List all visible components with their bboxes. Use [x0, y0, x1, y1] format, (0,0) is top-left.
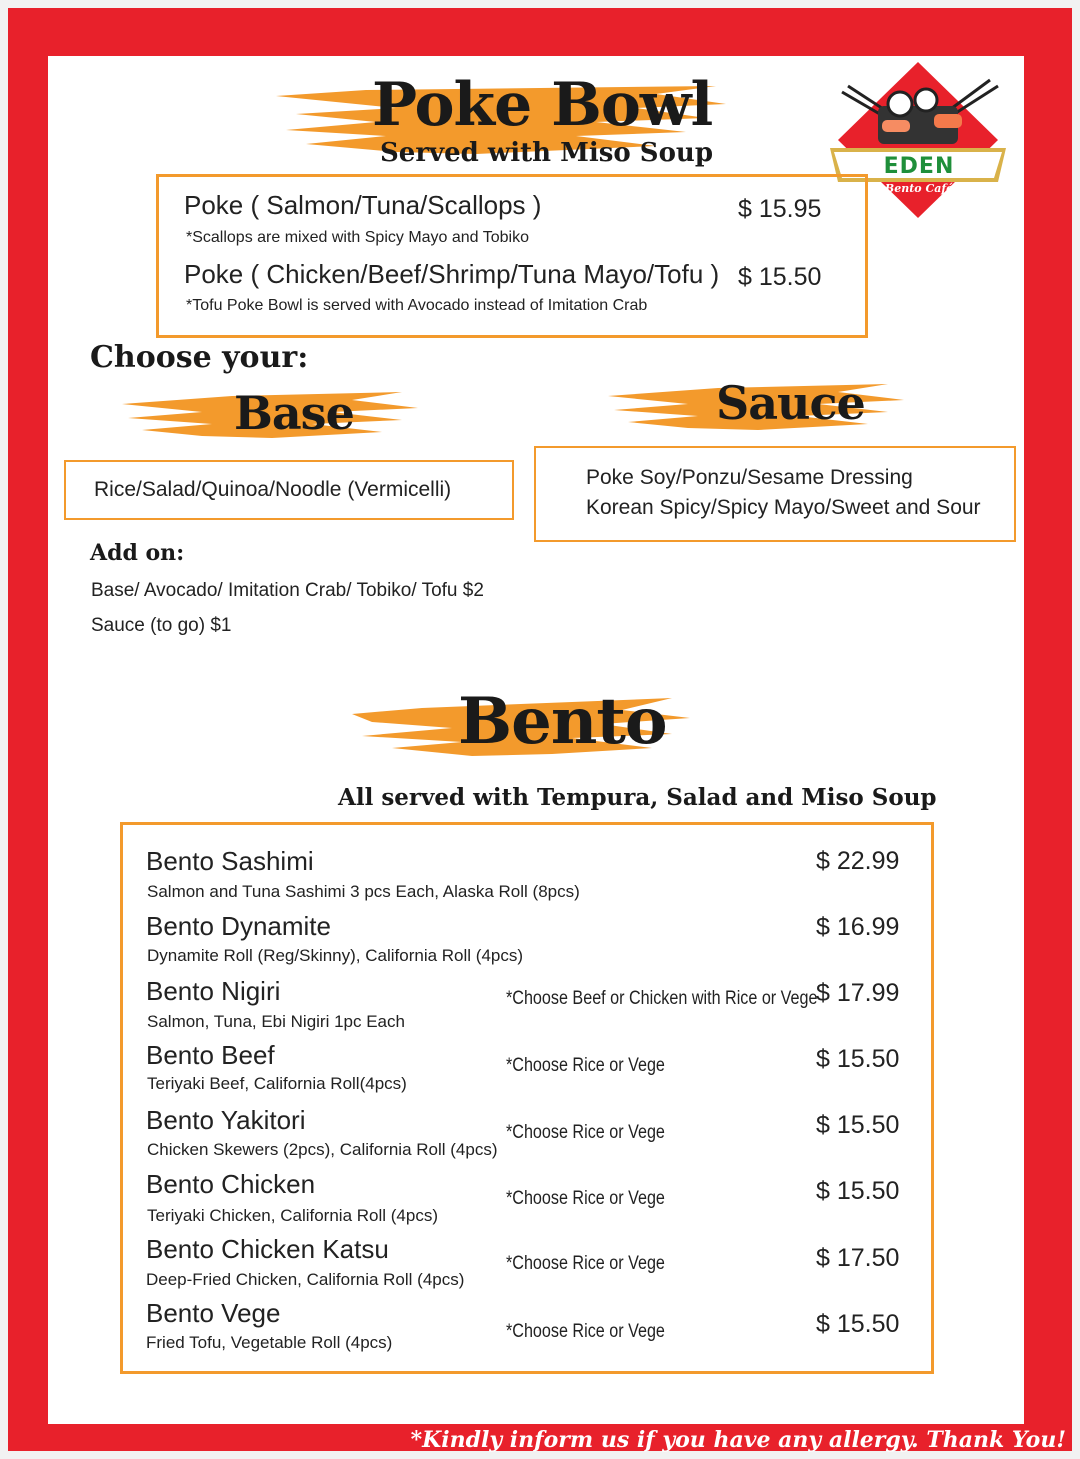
- bento-item-price: $ 15.50: [816, 1111, 900, 1139]
- bento-item-option: *Choose Rice or Vege: [506, 1321, 665, 1342]
- bento-item-desc: Fried Tofu, Vegetable Roll (4pcs): [146, 1333, 393, 1352]
- bento-item-desc: Deep-Fried Chicken, California Roll (4pcs): [146, 1270, 465, 1289]
- bento-item-desc: Chicken Skewers (2pcs), California Roll (4pcs): [147, 1140, 498, 1159]
- bento-item-option: *Choose Rice or Vege: [506, 1055, 665, 1076]
- addon-line: Base/ Avocado/ Imitation Crab/ Tobiko/ Tofu $2: [91, 580, 484, 601]
- poke-item-price: $ 15.95: [738, 195, 822, 223]
- base-options: Rice/Salad/Quinoa/Noodle (Vermicelli): [94, 478, 452, 501]
- bento-item-name: Bento Vege: [146, 1298, 281, 1328]
- bento-item-option: *Choose Rice or Vege: [506, 1188, 665, 1209]
- bento-item-desc: Salmon, Tuna, Ebi Nigiri 1pc Each: [147, 1012, 405, 1031]
- bento-item-name: Bento Beef: [146, 1040, 275, 1070]
- choose-heading: Choose your:: [90, 340, 309, 375]
- bento-item-name: Bento Chicken: [146, 1169, 316, 1199]
- bento-item-name: Bento Dynamite: [146, 911, 331, 941]
- bento-item-desc: Teriyaki Beef, California Roll(4pcs): [147, 1074, 407, 1093]
- bento-item-desc: Salmon and Tuna Sashimi 3 pcs Each, Alaska Roll (8pcs): [147, 882, 580, 901]
- sauce-title: Sauce: [716, 376, 865, 430]
- bento-item-price: $ 16.99: [816, 913, 900, 941]
- bento-item-option: *Choose Rice or Vege: [506, 1122, 665, 1143]
- bento-item-name: Bento Chicken Katsu: [146, 1234, 389, 1264]
- poke-subtitle: Served with Miso Soup: [380, 138, 714, 168]
- allergy-note: *Kindly inform us if you have any allergy. Thank You!: [410, 1427, 1066, 1453]
- base-title: Base: [234, 386, 354, 440]
- bento-item-price: $ 15.50: [816, 1177, 900, 1205]
- bento-item-price: $ 17.50: [816, 1244, 900, 1272]
- logo-tagline: Bento Café: [884, 182, 954, 195]
- poke-title: Poke Bowl: [372, 70, 713, 140]
- bento-item-name: Bento Nigiri: [146, 976, 281, 1006]
- addon-line: Sauce (to go) $1: [91, 615, 232, 636]
- sauce-line: Poke Soy/Ponzu/Sesame Dressing: [586, 466, 913, 489]
- menu-page: [48, 56, 1024, 1424]
- bento-items-box: [120, 822, 934, 1374]
- poke-item-name: Poke ( Salmon/Tuna/Scallops ): [184, 190, 542, 220]
- poke-item-note: *Scallops are mixed with Spicy Mayo and Tobiko: [186, 229, 529, 246]
- sauce-line: Korean Spicy/Spicy Mayo/Sweet and Sour: [586, 496, 981, 519]
- poke-item-note: *Tofu Poke Bowl is served with Avocado instead of Imitation Crab: [186, 297, 648, 314]
- sauce-box: [534, 446, 1016, 542]
- bento-item-desc: Teriyaki Chicken, California Roll (4pcs): [147, 1206, 438, 1225]
- poke-item-name: Poke ( Chicken/Beef/Shrimp/Tuna Mayo/Tofu ): [184, 259, 720, 289]
- bento-subtitle: All served with Tempura, Salad and Miso Soup: [338, 784, 937, 811]
- bento-item-desc: Dynamite Roll (Reg/Skinny), California Roll (4pcs): [147, 946, 524, 965]
- bento-item-price: $ 15.50: [816, 1310, 900, 1338]
- bento-item-price: $ 15.50: [816, 1045, 900, 1073]
- bento-item-name: Bento Yakitori: [146, 1105, 306, 1135]
- bento-item-name: Bento Sashimi: [146, 846, 314, 876]
- bento-title: Bento: [458, 684, 667, 759]
- logo-name: EDEN: [883, 154, 955, 179]
- bento-item-option: *Choose Beef or Chicken with Rice or Vege: [506, 988, 818, 1009]
- bento-item-price: $ 17.99: [816, 979, 900, 1007]
- bento-item-price: $ 22.99: [816, 847, 900, 875]
- bento-item-option: *Choose Rice or Vege: [506, 1253, 665, 1274]
- addon-heading: Add on:: [90, 540, 185, 566]
- poke-item-price: $ 15.50: [738, 263, 822, 291]
